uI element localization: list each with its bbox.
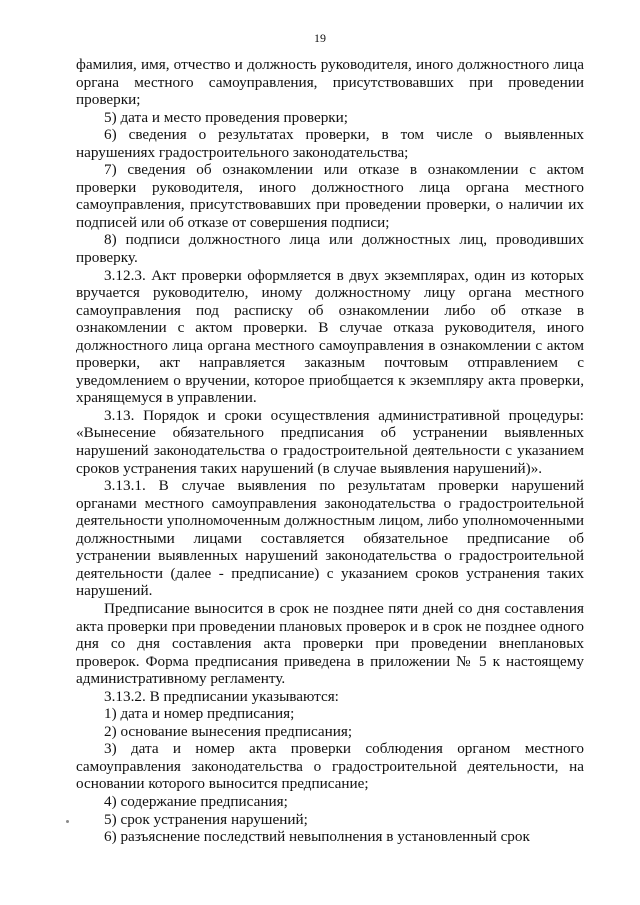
- list-item-7: 7) сведения об ознакомлении или отказе в ознакомлении с актом проверки руководителя, иного должностного лица органа местного самоуправления, присутствовавших при проведении проверки, о наличии их подписей или об отказе от совершения подписи;: [76, 161, 584, 231]
- section-3-13-1: 3.13.1. В случае выявления по результатам проверки нарушений органами местного самоуправления законодательства о градостроительной деятельности уполномоченным должностным лицом, либо уполномоченными должностными лицами составляется обязательное предписание об устранении выявленных нарушений законодательства о градостроительной деятельности (далее - предписание) с указанием сроков устранения таких нарушений.: [76, 477, 584, 600]
- page-number: 19: [314, 31, 326, 45]
- prescription-item-1: 1) дата и номер предписания;: [104, 705, 295, 723]
- prescription-item-2: 2) основание вынесения предписания;: [104, 722, 353, 740]
- prescription-item-6: 6) разъяснение последствий невыполнения в установленный срок: [104, 828, 530, 846]
- scan-speck: [66, 820, 69, 823]
- prescription-deadline-paragraph: Предписание выносится в срок не позднее пяти дней со дня составления акта проверки при проведении плановых проверок и в срок не позднее одного дня со дня составления акта проверки при проведении внеплановых проверок. Форма предписания приведена в приложении № 5 к настоящему административному регламенту.: [76, 599, 584, 688]
- list-item-6: 6) сведения о результатах проверки, в том числе о выявленных нарушениях градостроительного законодательства;: [76, 126, 584, 161]
- document-body: [76, 56, 584, 846]
- paragraph-continuation: фамилия, имя, отчество и должность руководителя, иного должностного лица органа местного самоуправления, присутствовавших при проведении проверки;: [76, 56, 584, 109]
- section-3-12-3: 3.12.3. Акт проверки оформляется в двух экземплярах, один из которых вручается руководителю, иному должностному лицу органа местного самоуправления под расписку об ознакомлении либо об отказе в ознакомлении с актом проверки. В случае отказа руководителя, иного должностного лица органа местного самоуправления в ознакомлении с актом проверки, акт направляется заказным почтовым отправлением с уведомлением о вручении, которое приобщается к экземпляру акта проверки, хранящемуся в управлении.: [76, 266, 584, 407]
- list-item-5: 5) дата и место проведения проверки;: [104, 108, 349, 126]
- list-item-8: 8) подписи должностного лица или должностных лиц, проводивших проверку.: [76, 231, 584, 267]
- prescription-item-3: 3) дата и номер акта проверки соблюдения органом местного самоуправления законодательства о градостроительной деятельности, на основании которого выносится предписание;: [76, 740, 584, 793]
- section-3-13-2: 3.13.2. В предписании указываются:: [104, 687, 339, 705]
- prescription-item-5: 5) срок устранения нарушений;: [104, 810, 308, 828]
- section-3-13: 3.13. Порядок и сроки осуществления административной процедуры: «Вынесение обязательного предписания об устранении выявленных нарушений законодательства о градостроительной деятельности с указанием сроков устранения таких нарушений (в случае выявления нарушений)».: [76, 406, 584, 477]
- prescription-item-4: 4) содержание предписания;: [104, 792, 288, 810]
